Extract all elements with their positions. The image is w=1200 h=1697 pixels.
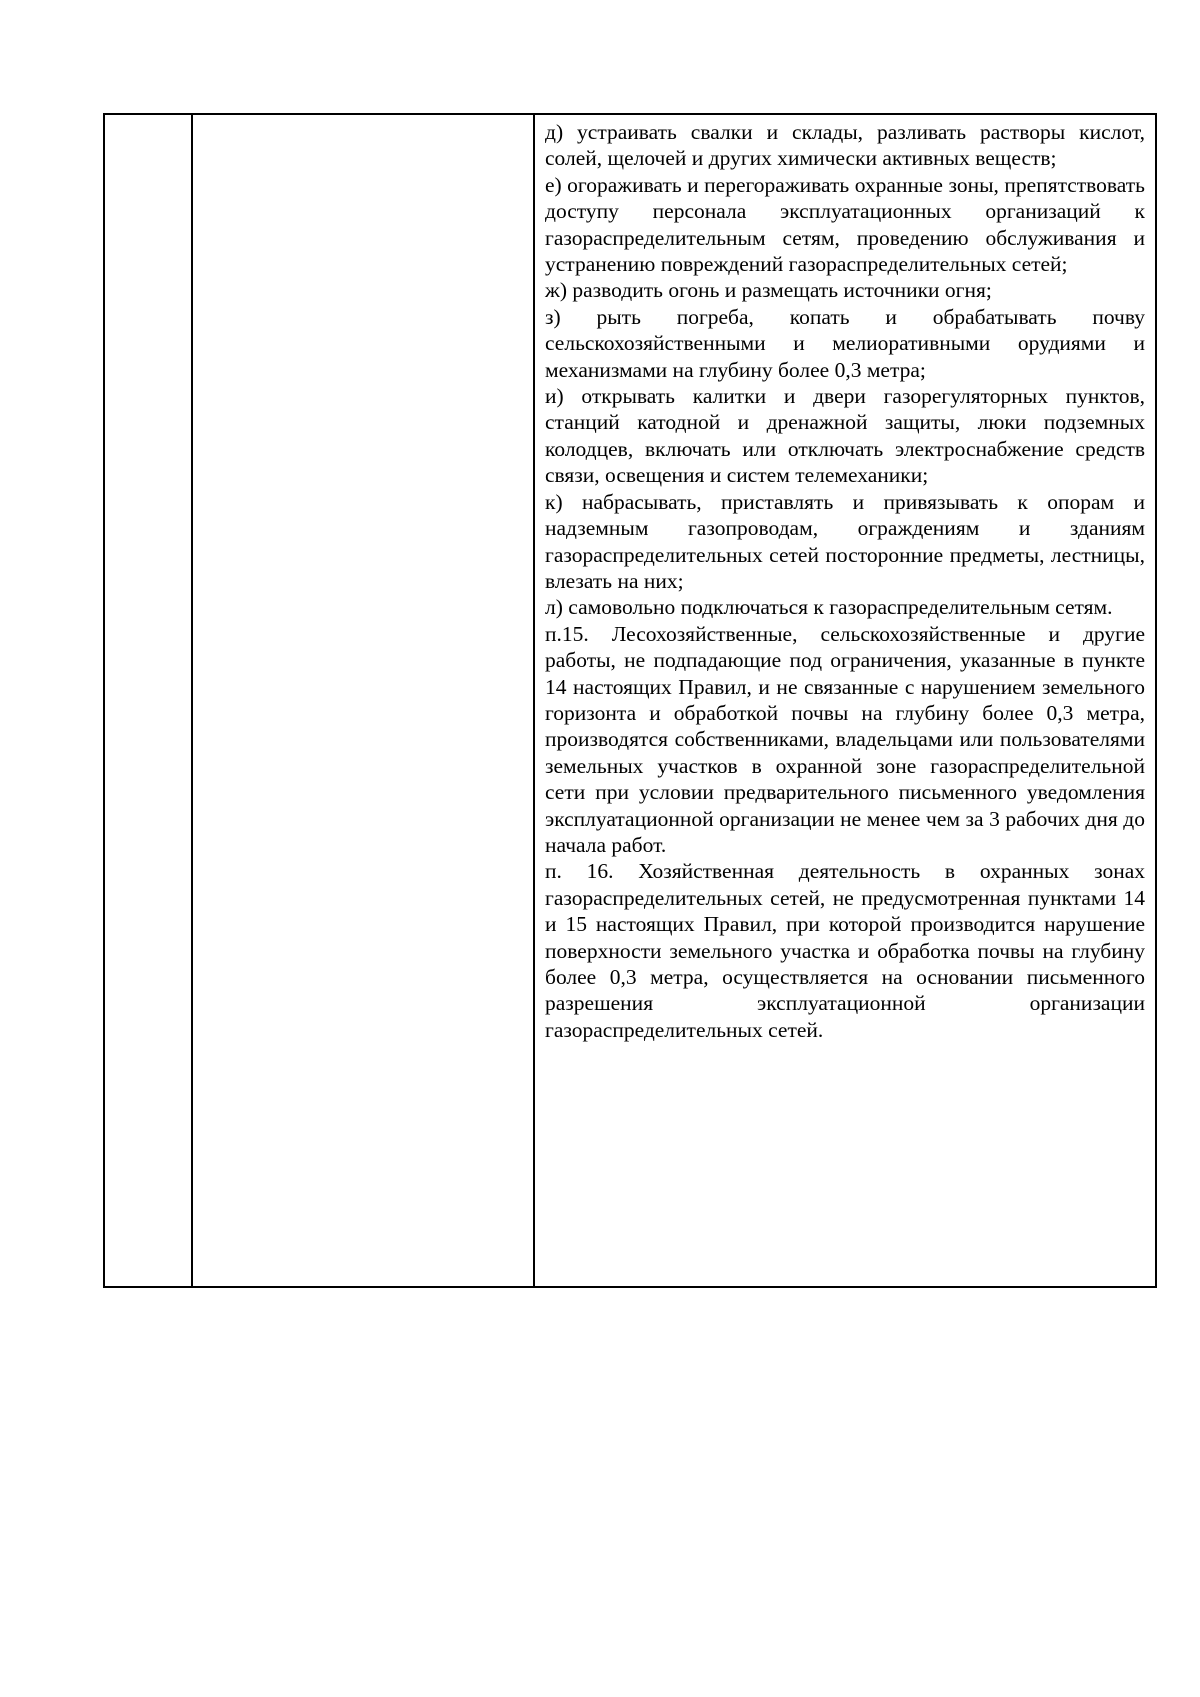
cell-number-text: [105, 115, 191, 119]
table-cell-title: [192, 114, 534, 1287]
paragraph-item-d: д) устраивать свалки и склады, разливать растворы кислот, солей, щелочей и других химически активных веществ;: [545, 120, 1145, 171]
document-table: [103, 113, 1157, 1288]
table-cell-content: [534, 114, 1156, 1287]
paragraph-item-z: з) рыть погреба, копать и обрабатывать почву сельскохозяйственными и мелиоративными орудиями и механизмами на глубину более 0,3 метра;: [545, 304, 1145, 382]
paragraph-item-i: и) открывать калитки и двери газорегуляторных пунктов, станций катодной и дренажной защиты, люки подземных колодцев, включать или отключать электроснабжение средств связи, освещения и систем телемеханики;: [545, 384, 1145, 488]
content-text-block: [535, 115, 1155, 1043]
paragraph-clause-16: п. 16. Хозяйственная деятельность в охранных зонах газораспределительных сетей, не предусмотренная пунктами 14 и 15 настоящих Правил, при которой производится нарушение поверхности земельного участка и обработка почвы на глубину более 0,3 метра, осуществляется на основании письменного разрешения эксплуатационной организации газораспределительных сетей.: [545, 859, 1145, 1042]
paragraph-item-e: е) огораживать и перегораживать охранные зоны, препятствовать доступу персонала эксплуатационных организаций к газораспределительным сетям, проведению обслуживания и устранению повреждений газораспределительных сетей;: [545, 172, 1145, 277]
paragraph-item-zh: ж) разводить огонь и размещать источники огня;: [545, 278, 992, 303]
paragraph-item-k: к) набрасывать, приставлять и привязывать к опорам и надземным газопроводам, ограждениям и зданиям газораспределительных сетей посторонние предметы, лестницы, влезать на них;: [545, 489, 1145, 593]
cell-title-text: [193, 115, 533, 119]
table-cell-number: [104, 114, 192, 1287]
paragraph-item-l: л) самовольно подключаться к газораспределительным сетям.: [545, 595, 1113, 620]
table-row: [104, 114, 1156, 1287]
paragraph-clause-15: п.15. Лесохозяйственные, сельскохозяйственные и другие работы, не подпадающие под ограничения, указанные в пункте 14 настоящих Правил, и не связанные с нарушением земельного горизонта и обработкой почвы на глубину более 0,3 метра, производятся собственниками, владельцами или пользователями земельных участков в охранной зоне газораспределительной сети при условии предварительного письменного уведомления эксплуатационной организации не менее чем за 3 рабочих дня до начала работ.: [545, 621, 1145, 857]
